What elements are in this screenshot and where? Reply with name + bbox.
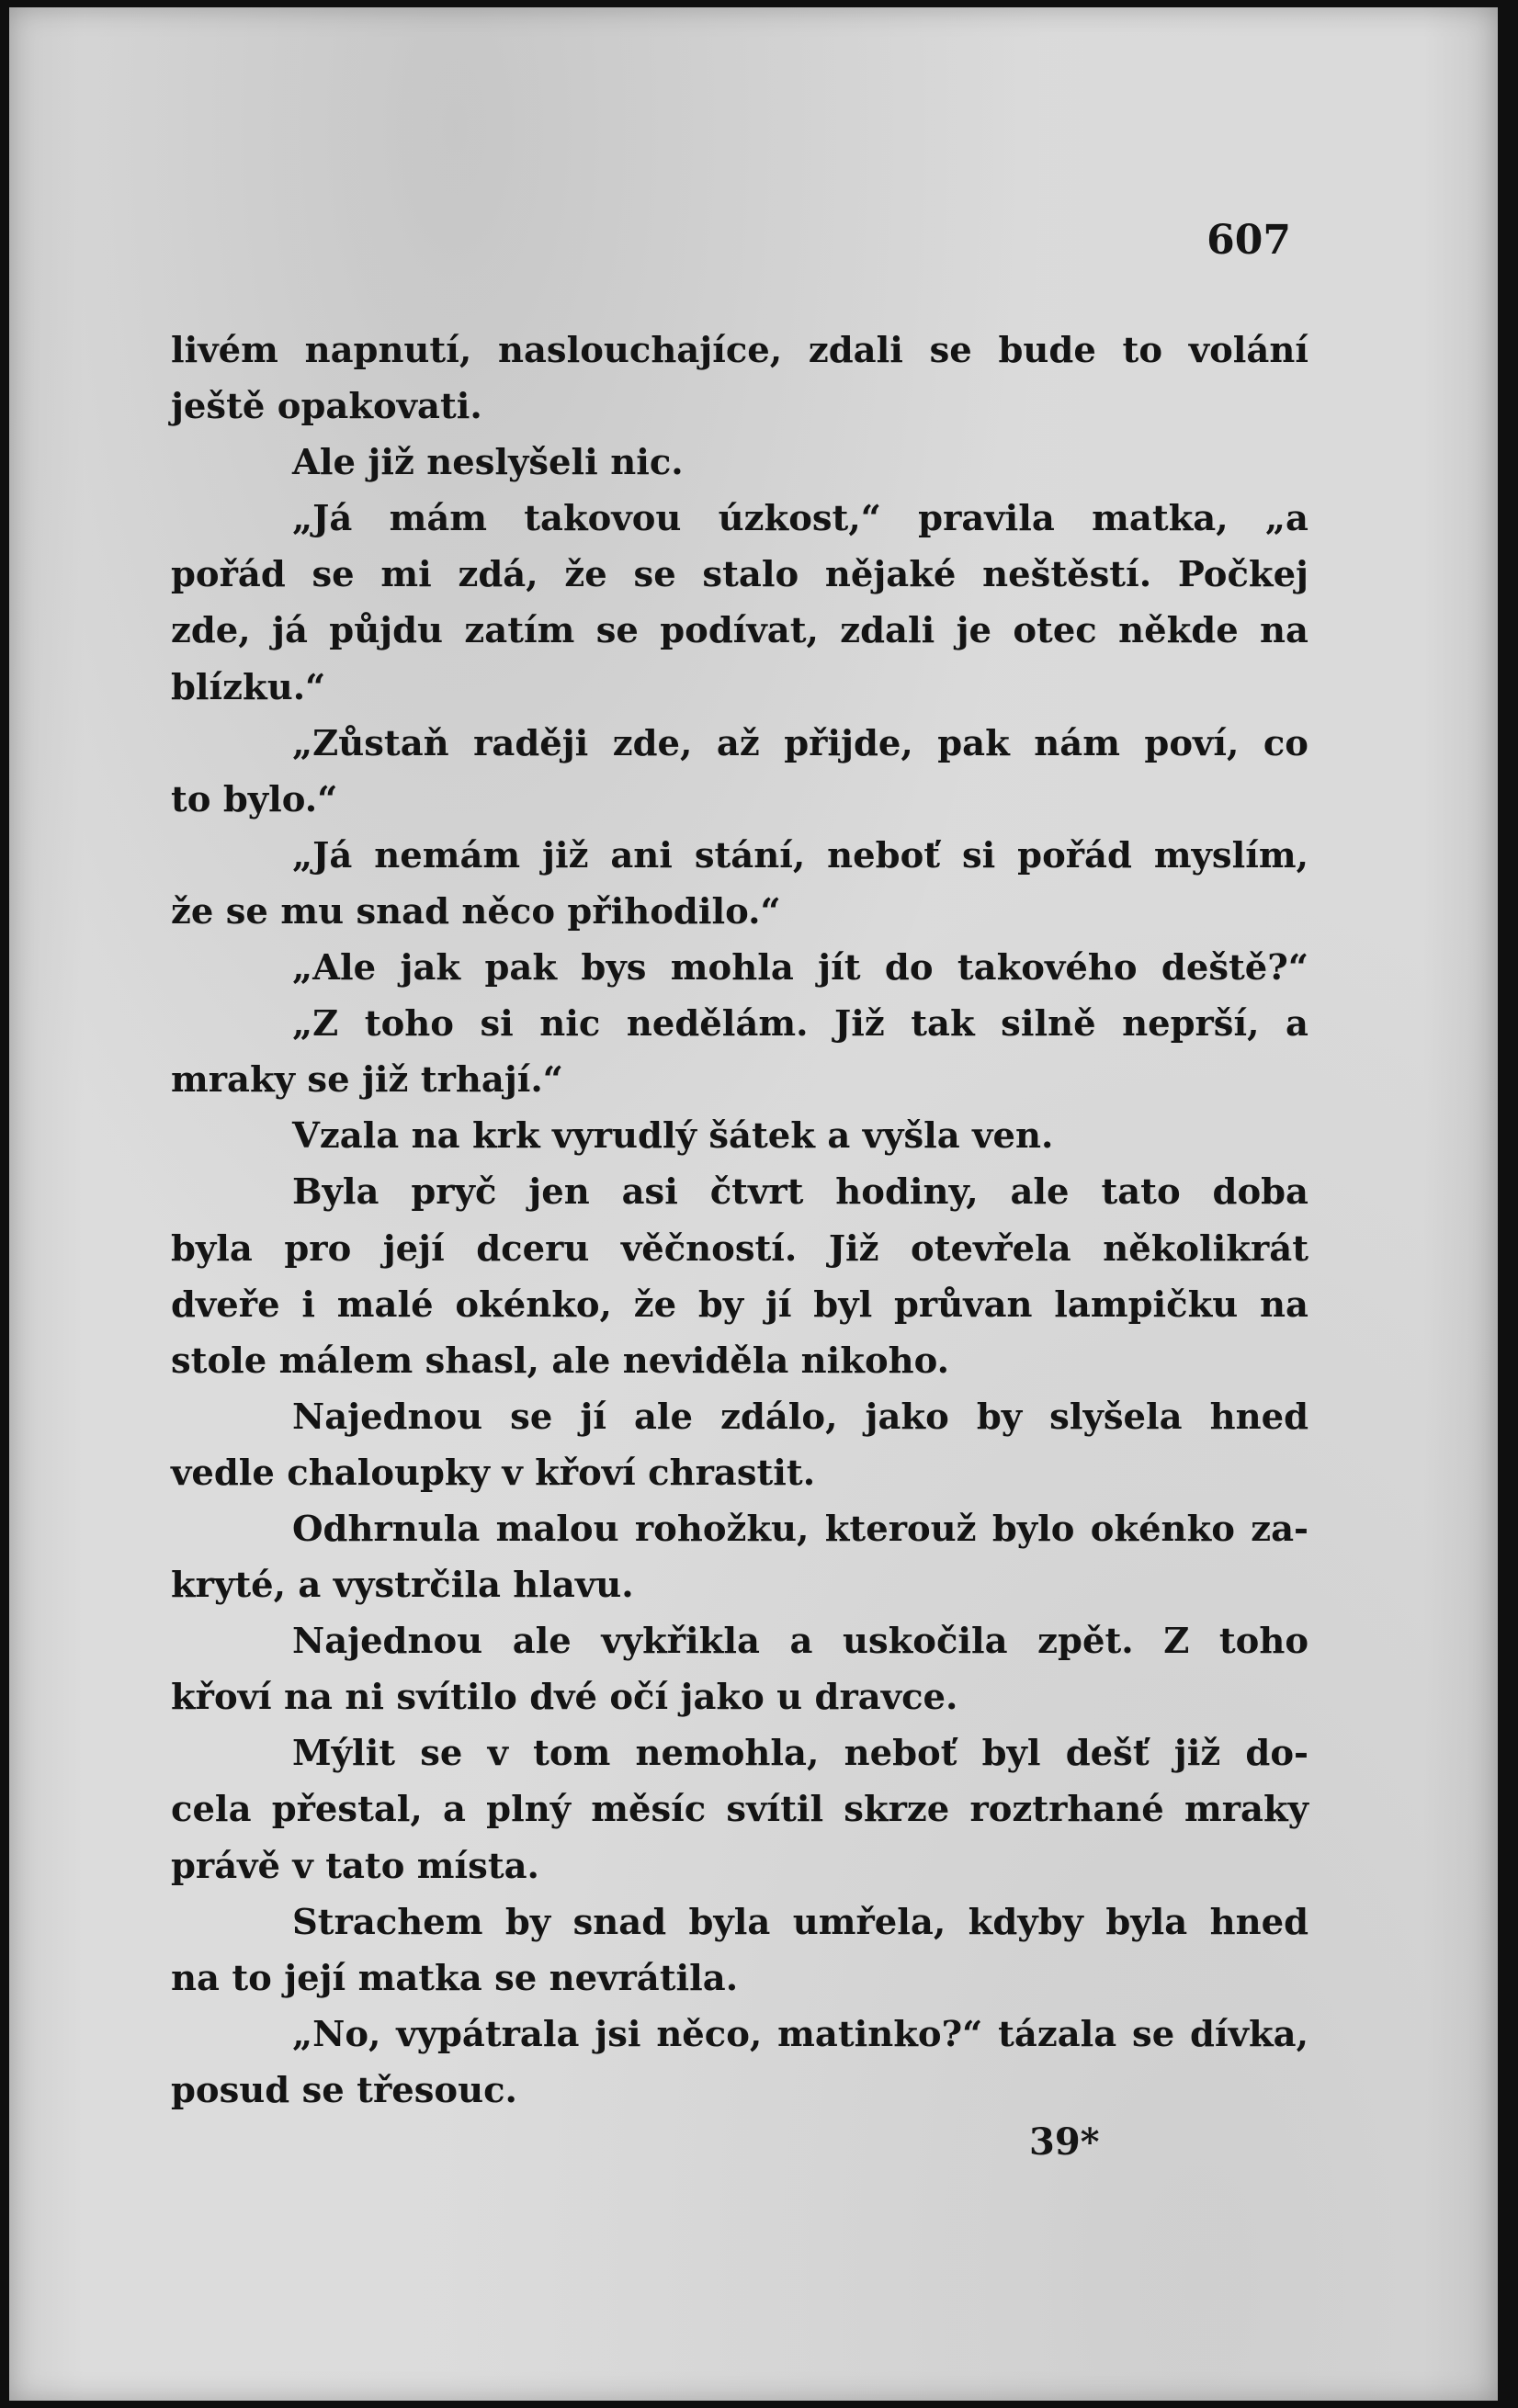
signature-mark: 39*	[1029, 2120, 1100, 2164]
text-line: Mýlit se v tom nemohla, neboť byl dešť již do-	[292, 1733, 1308, 1775]
text-line: právě v tato místa.	[171, 1845, 539, 1887]
text-line: posud se třesouc.	[171, 2069, 517, 2111]
text-line: byla pro její dceru věčností. Již otevřela několikrát	[171, 1227, 1308, 1270]
text-line: Ale již neslyšeli nic.	[292, 442, 684, 484]
text-line: dveře i malé okénko, že by jí byl průvan lampičku na	[171, 1283, 1308, 1326]
text-line: Najednou se jí ale zdálo, jako by slyšela hned	[292, 1396, 1308, 1438]
text-line: Odhrnula malou rohožku, kterouž bylo okénko za-	[292, 1508, 1308, 1550]
text-line: stole málem shasl, ale neviděla nikoho.	[171, 1340, 950, 1382]
text-line: že se mu snad něco přihodilo.“	[171, 890, 781, 933]
text-line: livém napnutí, naslouchajíce, zdali se bude to volání	[171, 330, 1308, 371]
body-text	[171, 322, 1308, 2119]
text-line: blízku.“	[171, 666, 326, 708]
text-line: Najednou ale vykřikla a uskočila zpět. Z toho	[292, 1621, 1308, 1663]
text-line: ještě opakovati.	[171, 386, 482, 428]
page-number: 607	[1206, 217, 1291, 264]
text-line: pořád se mi zdá, že se stalo nějaké neštěstí. Počkej	[171, 554, 1308, 596]
book-page	[9, 7, 1498, 2401]
text-line: Strachem by snad byla umřela, kdyby byla hned	[292, 1901, 1308, 1943]
text-line: Vzala na krk vyrudlý šátek a vyšla ven.	[292, 1115, 1054, 1158]
text-line: na to její matka se nevrátila.	[171, 1957, 739, 1999]
text-line: „No, vypátrala jsi něco, matinko?“ tázala se dívka,	[292, 2013, 1308, 2055]
text-line: „Ale jak pak bys mohla jít do takového deště?“	[292, 947, 1308, 989]
text-line: mraky se již trhají.“	[171, 1059, 563, 1102]
text-line: kryté, a vystrčila hlavu.	[171, 1565, 634, 1607]
text-line: „Z toho si nic nedělám. Již tak silně neprší, a	[292, 1003, 1308, 1046]
text-line: „Zůstaň raději zde, až přijde, pak nám poví, co	[292, 722, 1308, 764]
text-line: Byla pryč jen asi čtvrt hodiny, ale tato doba	[292, 1171, 1308, 1214]
text-line: křoví na ni svítilo dvé očí jako u dravce.	[171, 1677, 958, 1719]
text-line: to bylo.“	[171, 778, 338, 820]
text-line: vedle chaloupky v křoví chrastit.	[171, 1452, 816, 1494]
text-line: „Já mám takovou úzkost,“ pravila matka, „a	[292, 498, 1308, 540]
text-line: „Já nemám již ani stání, neboť si pořád myslím,	[292, 834, 1308, 876]
text-line: zde, já půjdu zatím se podívat, zdali je otec někde na	[171, 610, 1308, 652]
text-line: cela přestal, a plný měsíc svítil skrze roztrhané mraky	[171, 1789, 1308, 1831]
